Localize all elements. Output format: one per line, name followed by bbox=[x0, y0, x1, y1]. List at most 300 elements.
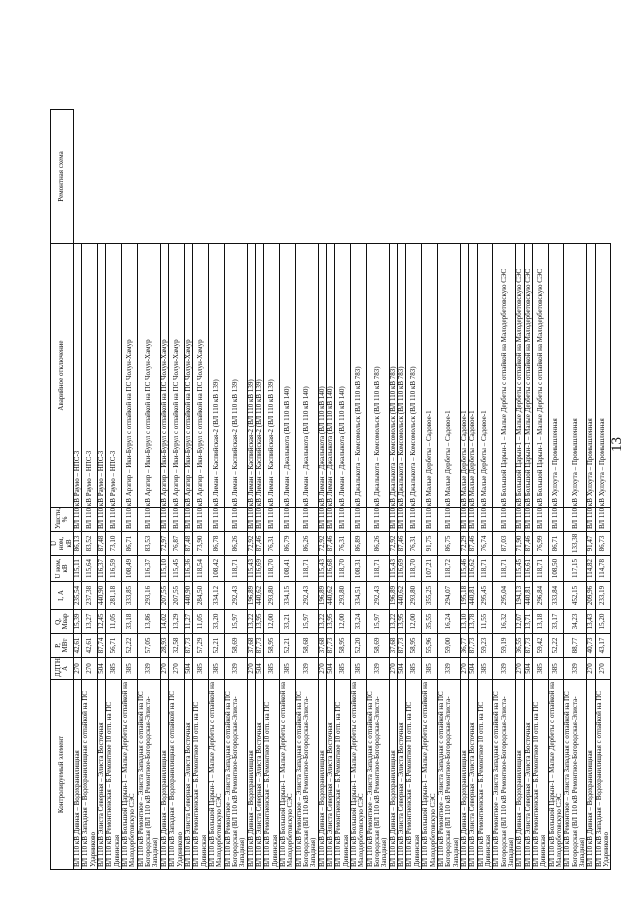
table-row bbox=[224, 110, 247, 870]
value-cell: 294,07 bbox=[437, 582, 460, 610]
value-cell: 115,11 bbox=[74, 556, 82, 582]
value-cell: 385 bbox=[477, 658, 493, 680]
value-cell: 52,21 bbox=[208, 634, 224, 658]
value-cell: 12,07 bbox=[516, 610, 524, 634]
value-cell: 15,20 bbox=[595, 610, 611, 634]
value-cell: 385 bbox=[264, 658, 280, 680]
value-cell: 385 bbox=[422, 658, 438, 680]
value-cell: 108,31 bbox=[351, 556, 367, 582]
value-cell: 86,71 bbox=[122, 532, 138, 556]
value-cell: 13,78 bbox=[469, 610, 477, 634]
value-cell: 293,80 bbox=[406, 582, 422, 610]
value-cell: 334,15 bbox=[279, 582, 295, 610]
value-cell: ВЛ 110 кВ Хулхута – Промышленная bbox=[595, 508, 611, 532]
table-row bbox=[422, 110, 438, 870]
value-cell: 32,58 bbox=[169, 634, 185, 658]
value-cell: 385 bbox=[532, 658, 548, 680]
value-cell: 36,55 bbox=[516, 634, 524, 658]
column-header: Р, МВт bbox=[51, 634, 74, 658]
value-cell: ВЛ 110 кВ Лиман – Джалыкота (ВЛ 110 кВ 140) bbox=[318, 508, 326, 532]
value-cell: 87,46 bbox=[398, 532, 406, 556]
value-cell: 86,78 bbox=[208, 532, 224, 556]
value-cell: 196,89 bbox=[247, 582, 255, 610]
value-cell: 118,71 bbox=[532, 556, 548, 582]
controlled-element-cell: ВЛ 110 кВ Большой Царын-1 – Малые Дербеты с отпайкой на Малодербетовскую СЭС bbox=[279, 680, 295, 870]
controlled-element-cell: ВЛ 110 кВ Ремонтное – Элиста Западная с отпайкой на ПС Богородская (ВЛ 110 кВ Ремонтное-Богородская-Элиста-Западная) bbox=[437, 680, 460, 870]
value-cell: 12,45 bbox=[98, 610, 106, 634]
value-cell: 58,95 bbox=[406, 634, 422, 658]
value-cell: 11,05 bbox=[106, 610, 122, 634]
value-cell: 440,90 bbox=[98, 582, 106, 610]
value-cell: 16,24 bbox=[437, 610, 460, 634]
value-cell: 55,96 bbox=[422, 634, 438, 658]
value-cell: ВЛ 110 кВ Раумо – НПС-3 bbox=[74, 508, 82, 532]
value-cell: 73,90 bbox=[193, 532, 209, 556]
rotated-sheet bbox=[50, 110, 611, 870]
value-cell: 114,82 bbox=[587, 556, 595, 582]
value-cell: 86,75 bbox=[437, 532, 460, 556]
controlled-element-cell: ВЛ 110 кВ Ремонтненская – Б.Ремонтное 10 отп. на ПС Дивинская bbox=[335, 680, 351, 870]
value-cell: 385 bbox=[548, 658, 564, 680]
value-cell: 86,26 bbox=[295, 532, 318, 556]
value-cell: 33,17 bbox=[548, 610, 564, 634]
value-cell: 15,97 bbox=[366, 610, 389, 634]
value-cell: 333,84 bbox=[548, 582, 564, 610]
value-cell: ВЛ 110 кВ Большой Царын-1 – Малые Дербеты с отпайкой на Малодербетовскую СЭС bbox=[516, 508, 524, 532]
value-cell: 37,68 bbox=[247, 634, 255, 658]
controlled-element-cell: ВЛ 110 кВ Ремонтное – Элиста Западная с отпайкой на ПС Богородская (ВЛ 110 кВ Ремонтное-Богородская-Элиста-Западная) bbox=[564, 680, 587, 870]
value-cell: 91,47 bbox=[587, 532, 595, 556]
value-cell: 339 bbox=[564, 658, 587, 680]
column-header: Ремонтная схема bbox=[51, 110, 74, 244]
value-cell: 116,61 bbox=[524, 556, 532, 582]
value-cell: ВЛ 110 кВ Малые Дербеты – Садовое-1 bbox=[437, 508, 460, 532]
value-cell: ВЛ 110 кВ Лиман – Джалыкота (ВЛ 110 кВ 140) bbox=[335, 508, 351, 532]
value-cell: 59,00 bbox=[437, 634, 460, 658]
value-cell: 13,71 bbox=[524, 610, 532, 634]
value-cell: 87,74 bbox=[98, 634, 106, 658]
value-cell: 72,92 bbox=[247, 532, 255, 556]
value-cell: 385 bbox=[335, 658, 351, 680]
value-cell: 115,43 bbox=[247, 556, 255, 582]
value-cell: 115,46 bbox=[460, 556, 468, 582]
value-cell: ВЛ 110 кВ Раумо – НПС-3 bbox=[98, 508, 106, 532]
value-cell: 334,51 bbox=[351, 582, 367, 610]
value-cell: 293,80 bbox=[335, 582, 351, 610]
value-cell: 235,54 bbox=[74, 582, 82, 610]
value-cell: 57,29 bbox=[193, 634, 209, 658]
value-cell: 440,62 bbox=[398, 582, 406, 610]
controlled-element-cell: ВЛ 110 кВ Большой Царын-1 – Малые Дербеты с отпайкой на Малодербетовскую СЭС bbox=[351, 680, 367, 870]
value-cell: 58,69 bbox=[224, 634, 247, 658]
value-cell: 87,73 bbox=[469, 634, 477, 658]
value-cell: 133,38 bbox=[564, 532, 587, 556]
table-row bbox=[122, 110, 138, 870]
value-cell: 118,72 bbox=[437, 556, 460, 582]
table-row bbox=[264, 110, 280, 870]
value-cell: 339 bbox=[224, 658, 247, 680]
value-cell: 385 bbox=[122, 658, 138, 680]
value-cell: 13,22 bbox=[318, 610, 326, 634]
value-cell: 333,85 bbox=[122, 582, 138, 610]
controlled-element-cell: ВЛ 110 кВ Ремонтное – Элиста Западная с отпайкой на ПС Богородская (ВЛ 110 кВ Ремонтное-Богородская-Элиста-Западная) bbox=[224, 680, 247, 870]
value-cell: 71,90 bbox=[516, 532, 524, 556]
value-cell: 334,12 bbox=[208, 582, 224, 610]
value-cell: 57,05 bbox=[137, 634, 160, 658]
value-cell: 15,39 bbox=[74, 610, 82, 634]
value-cell: 11,05 bbox=[193, 610, 209, 634]
value-cell: 233,19 bbox=[595, 582, 611, 610]
value-cell: 87,73 bbox=[524, 634, 532, 658]
value-cell: ВЛ 110 кВ Джалыкота – Комсомольск (ВЛ 110 кВ 783) bbox=[398, 508, 406, 532]
value-cell: ВЛ 110 кВ Хулхута – Промышленная bbox=[587, 508, 595, 532]
value-cell: 12,00 bbox=[335, 610, 351, 634]
value-cell: 36,77 bbox=[460, 634, 468, 658]
value-cell: 270 bbox=[160, 658, 168, 680]
value-cell: ВЛ 110 кВ Лиман – Джалыкота (ВЛ 110 кВ 140) bbox=[279, 508, 295, 532]
value-cell: 504 bbox=[327, 658, 335, 680]
value-cell: ВЛ 110 кВ Арзгир – Ики-Бурул с отпайкой на ПС Чолун-Хамур bbox=[169, 508, 185, 532]
value-cell: ВЛ 110 кВ Арзгир – Ики-Бурул с отпайкой на ПС Чолун-Хамур bbox=[184, 508, 192, 532]
value-cell: 504 bbox=[469, 658, 477, 680]
value-cell: 13,95 bbox=[255, 610, 263, 634]
controlled-element-cell: ВЛ 110 кВ Ремонтное – Элиста Западная с отпайкой на ПС Богородская (ВЛ 110 кВ Ремонтное-Богородская-Элиста-Западная) bbox=[137, 680, 160, 870]
value-cell: 440,90 bbox=[184, 582, 192, 610]
value-cell: 108,50 bbox=[548, 556, 564, 582]
value-cell: 281,18 bbox=[106, 582, 122, 610]
controlled-element-cell: ВЛ 110 кВ Дивная – Водохранилищная bbox=[318, 680, 326, 870]
value-cell: 37,68 bbox=[389, 634, 397, 658]
value-cell: 87,46 bbox=[255, 532, 263, 556]
table-row bbox=[493, 110, 516, 870]
value-cell: 116,69 bbox=[255, 556, 263, 582]
value-cell: ВЛ 110 кВ Большой Царын-1 – Малые Дербеты с отпайкой на Малодербетовскую СЭС bbox=[493, 508, 516, 532]
value-cell: 385 bbox=[208, 658, 224, 680]
table-row bbox=[351, 110, 367, 870]
controlled-element-cell: ВЛ 110 кВ Ремонтненская – Б.Ремонтное 10 отп. на ПС Дивинская bbox=[264, 680, 280, 870]
controlled-element-cell: ВЛ 110 кВ Элиста Северная – Элиста Восточная bbox=[184, 680, 192, 870]
value-cell: 118,70 bbox=[335, 556, 351, 582]
value-cell: 86,26 bbox=[224, 532, 247, 556]
table-row bbox=[82, 110, 98, 870]
value-cell: 86,26 bbox=[366, 532, 389, 556]
table-row bbox=[169, 110, 185, 870]
value-cell: 37,68 bbox=[318, 634, 326, 658]
value-cell: 295,04 bbox=[493, 582, 516, 610]
value-cell: 87,46 bbox=[524, 532, 532, 556]
value-cell: 207,55 bbox=[169, 582, 185, 610]
value-cell: 83,53 bbox=[137, 532, 160, 556]
value-cell: 355,25 bbox=[422, 582, 438, 610]
value-cell: 42,61 bbox=[82, 634, 98, 658]
column-header: Контролируемый элемент bbox=[51, 680, 74, 870]
value-cell: ВЛ 110 кВ Арзгир – Ики-Бурул с отпайкой на ПС Чолун-Хамур bbox=[160, 508, 168, 532]
value-cell: 13,43 bbox=[587, 610, 595, 634]
value-cell: 76,31 bbox=[335, 532, 351, 556]
value-cell: 72,92 bbox=[389, 532, 397, 556]
value-cell: 292,43 bbox=[224, 582, 247, 610]
value-cell: 237,38 bbox=[82, 582, 98, 610]
value-cell: 440,62 bbox=[255, 582, 263, 610]
value-cell: 118,70 bbox=[264, 556, 280, 582]
value-cell: 52,22 bbox=[548, 634, 564, 658]
controlled-element-cell: ВЛ 110 кВ Западная – Водохранилищная с отпайкой на ПС Ударниково bbox=[82, 680, 98, 870]
value-cell: 196,89 bbox=[318, 582, 326, 610]
value-cell: 452,15 bbox=[564, 582, 587, 610]
value-cell: 15,97 bbox=[224, 610, 247, 634]
value-cell: 108,42 bbox=[208, 556, 224, 582]
value-cell: 58,95 bbox=[335, 634, 351, 658]
value-cell: 33,21 bbox=[279, 610, 295, 634]
value-cell: 13,22 bbox=[389, 610, 397, 634]
controlled-element-cell: ВЛ 110 кВ Дивная – Водохранилищная bbox=[516, 680, 524, 870]
value-cell: 118,71 bbox=[477, 556, 493, 582]
value-cell: 14,02 bbox=[160, 610, 168, 634]
controlled-element-cell: ВЛ 110 кВ Большой Царын-1 – Малые Дербеты с отпайкой на Малодербетовскую СЭС bbox=[422, 680, 438, 870]
table-row bbox=[564, 110, 587, 870]
table-row bbox=[548, 110, 564, 870]
value-cell: ВЛ 110 кВ Раумо – НПС-3 bbox=[82, 508, 98, 532]
value-cell: 504 bbox=[255, 658, 263, 680]
controlled-element-cell: ВЛ 110 кВ Ремонтное – Элиста Западная с отпайкой на ПС Богородская (ВЛ 110 кВ Ремонтное-Богородская-Элиста-Западная) bbox=[366, 680, 389, 870]
table-row bbox=[477, 110, 493, 870]
value-cell: ВЛ 110 кВ Малые Дербеты – Садовое-1 bbox=[460, 508, 468, 532]
value-cell: ВЛ 110 кВ Малые Дербеты – Садовое-1 bbox=[469, 508, 477, 532]
table-row bbox=[137, 110, 160, 870]
value-cell: ВЛ 110 кВ Хулхута – Промышленная bbox=[548, 508, 564, 532]
value-cell: 83,52 bbox=[82, 532, 98, 556]
value-cell: 440,62 bbox=[327, 582, 335, 610]
value-cell: 91,75 bbox=[422, 532, 438, 556]
value-cell: 116,69 bbox=[398, 556, 406, 582]
table-row bbox=[587, 110, 595, 870]
table-row bbox=[279, 110, 295, 870]
value-cell: 504 bbox=[398, 658, 406, 680]
value-cell: 385 bbox=[279, 658, 295, 680]
column-header: U ном, кВ bbox=[51, 556, 74, 582]
value-cell: 292,43 bbox=[366, 582, 389, 610]
value-cell: 115,43 bbox=[389, 556, 397, 582]
value-cell: 12,00 bbox=[406, 610, 422, 634]
value-cell: ВЛ 110 кВ Раумо – НПС-3 bbox=[106, 508, 122, 532]
value-cell: 115,45 bbox=[169, 556, 185, 582]
value-cell: 33,20 bbox=[208, 610, 224, 634]
value-cell: 13,29 bbox=[169, 610, 185, 634]
value-cell: ВЛ 110 кВ Арзгир – Ики-Бурул с отпайкой на ПС Чолун-Хамур bbox=[193, 508, 209, 532]
value-cell: 295,45 bbox=[477, 582, 493, 610]
controlled-element-cell: ВЛ 110 кВ Западная – Водохранилищная с отпайкой на ПС Ударниково bbox=[595, 680, 611, 870]
value-cell: 13,95 bbox=[398, 610, 406, 634]
value-cell: ВЛ 110 кВ Арзгир – Ики-Бурул с отпайкой на ПС Чолун-Хамур bbox=[122, 508, 138, 532]
value-cell: ВЛ 110 кВ Большой Царын-1 – Малые Дербеты с отпайкой на Малодербетовскую СЭС bbox=[532, 508, 548, 532]
value-cell: 339 bbox=[295, 658, 318, 680]
value-cell: 87,73 bbox=[255, 634, 263, 658]
column-header: Аварийное отключение bbox=[51, 244, 74, 508]
value-cell: 116,37 bbox=[98, 556, 106, 582]
controlled-element-cell: ВЛ 110 кВ Большой Царын-1 – Малые Дербеты с отпайкой на Малодербетовскую СЭС bbox=[208, 680, 224, 870]
value-cell: 292,43 bbox=[295, 582, 318, 610]
page-number: 13 bbox=[609, 437, 625, 452]
rotated-table-frame bbox=[50, 110, 611, 870]
table-row bbox=[437, 110, 460, 870]
value-cell: 87,46 bbox=[469, 532, 477, 556]
value-cell: ВЛ 110 кВ Малые Дербеты – Садовое-1 bbox=[422, 508, 438, 532]
table-row bbox=[595, 110, 611, 870]
value-cell: 40,73 bbox=[587, 634, 595, 658]
value-cell: 87,73 bbox=[327, 634, 335, 658]
value-cell: 33,18 bbox=[122, 610, 138, 634]
controlled-element-cell: ВЛ 110 кВ Ремонтненская – Б.Ремонтное 10 отп. на ПС Дивинская bbox=[532, 680, 548, 870]
value-cell: 108,49 bbox=[122, 556, 138, 582]
value-cell: 270 bbox=[460, 658, 468, 680]
column-header: Ушстн, % bbox=[51, 508, 74, 532]
controlled-element-cell: ВЛ 110 кВ Ремонтненская – Б.Ремонтное 10 отп. на ПС Дивинская bbox=[106, 680, 122, 870]
value-cell: 270 bbox=[595, 658, 611, 680]
value-cell: 13,22 bbox=[247, 610, 255, 634]
table-row bbox=[208, 110, 224, 870]
value-cell: 76,87 bbox=[169, 532, 185, 556]
value-cell: 59,42 bbox=[532, 634, 548, 658]
controlled-element-cell: ВЛ 110 кВ Дивная – Водохранилищная bbox=[74, 680, 82, 870]
value-cell: 34,23 bbox=[564, 610, 587, 634]
value-cell: 118,71 bbox=[493, 556, 516, 582]
value-cell: 270 bbox=[82, 658, 98, 680]
value-cell: 11,55 bbox=[477, 610, 493, 634]
column-header: I, А bbox=[51, 582, 74, 610]
value-cell: 76,99 bbox=[532, 532, 548, 556]
controlled-element-cell: ВЛ 110 кВ Дивная – Водохранилищная bbox=[587, 680, 595, 870]
table-row bbox=[406, 110, 422, 870]
controlled-element-cell: ВЛ 110 кВ Дивная – Водохранилищная bbox=[389, 680, 397, 870]
value-cell: 270 bbox=[587, 658, 595, 680]
value-cell: 114,78 bbox=[595, 556, 611, 582]
value-cell: 12,00 bbox=[264, 610, 280, 634]
controlled-element-cell: ВЛ 110 кВ Дивная – Водохранилищная bbox=[460, 680, 468, 870]
value-cell: 116,68 bbox=[327, 556, 335, 582]
value-cell: ВЛ 110 кВ Малые Дербеты – Садовое-1 bbox=[477, 508, 493, 532]
value-cell: 108,41 bbox=[279, 556, 295, 582]
value-cell: ВЛ 110 кВ Арзгир – Ики-Бурул с отпайкой на ПС Чолун-Хамур bbox=[137, 508, 160, 532]
value-cell: 76,74 bbox=[477, 532, 493, 556]
value-cell: 339 bbox=[437, 658, 460, 680]
value-cell: 284,50 bbox=[193, 582, 209, 610]
value-cell: ВЛ 110 кВ Джалыкота – Комсомольск (ВЛ 110 кВ 783) bbox=[351, 508, 367, 532]
controlled-element-cell: ВЛ 110 кВ Дивная – Водохранилищная bbox=[160, 680, 168, 870]
value-cell: 115,10 bbox=[160, 556, 168, 582]
value-cell: 28,93 bbox=[160, 634, 168, 658]
value-cell: 87,73 bbox=[398, 634, 406, 658]
table-header-row bbox=[51, 110, 74, 870]
value-cell: 385 bbox=[193, 658, 209, 680]
value-cell: 72,29 bbox=[460, 532, 468, 556]
value-cell: 87,73 bbox=[184, 634, 192, 658]
value-cell: 15,97 bbox=[295, 610, 318, 634]
value-cell: 52,21 bbox=[279, 634, 295, 658]
value-cell: 385 bbox=[351, 658, 367, 680]
value-cell: 52,22 bbox=[122, 634, 138, 658]
table-row bbox=[469, 110, 477, 870]
value-cell: 207,55 bbox=[160, 582, 168, 610]
value-cell: 86,71 bbox=[548, 532, 564, 556]
controlled-element-cell: ВЛ 110 кВ Элиста Северная – Элиста Восточная bbox=[327, 680, 335, 870]
value-cell: 58,69 bbox=[366, 634, 389, 658]
value-cell: 293,80 bbox=[264, 582, 280, 610]
table-body bbox=[74, 110, 611, 870]
value-cell: 293,16 bbox=[137, 582, 160, 610]
value-cell: 196,89 bbox=[389, 582, 397, 610]
value-cell: 86,13 bbox=[74, 532, 82, 556]
value-cell: 270 bbox=[516, 658, 524, 680]
value-cell: 86,73 bbox=[595, 532, 611, 556]
value-cell: 440,81 bbox=[469, 582, 477, 610]
value-cell: 59,19 bbox=[493, 634, 516, 658]
contingency-table bbox=[50, 109, 611, 870]
table-row bbox=[193, 110, 209, 870]
value-cell: ВЛ 110 кВ Большой Царын-1 – Малые Дербеты с отпайкой на Малодербетовскую СЭС bbox=[524, 508, 532, 532]
table-row bbox=[106, 110, 122, 870]
value-cell: 118,71 bbox=[224, 556, 247, 582]
value-cell: 270 bbox=[318, 658, 326, 680]
value-cell: 35,55 bbox=[422, 610, 438, 634]
value-cell: ВЛ 110 кВ Лиман – Каспийская-2 (ВЛ 110 кВ 139) bbox=[208, 508, 224, 532]
value-cell: 116,59 bbox=[106, 556, 122, 582]
controlled-element-cell: ВЛ 110 кВ Ремонтное – Элиста Западная с отпайкой на ПС Богородская (ВЛ 110 кВ Ремонтное-Богородская-Элиста-Западная) bbox=[493, 680, 516, 870]
value-cell: 87,48 bbox=[98, 532, 106, 556]
value-cell: 73,10 bbox=[106, 532, 122, 556]
value-cell: 16,32 bbox=[493, 610, 516, 634]
value-cell: 86,79 bbox=[279, 532, 295, 556]
value-cell: ВЛ 110 кВ Лиман – Каспийская-2 (ВЛ 110 кВ 139) bbox=[247, 508, 255, 532]
value-cell: ВЛ 110 кВ Джалыкота – Комсомольск (ВЛ 110 кВ 783) bbox=[366, 508, 389, 532]
value-cell: 195,18 bbox=[460, 582, 468, 610]
value-cell: 115,64 bbox=[82, 556, 98, 582]
value-cell: 13,95 bbox=[327, 610, 335, 634]
value-cell: ВЛ 110 кВ Джалыкота – Комсомольск (ВЛ 110 кВ 783) bbox=[406, 508, 422, 532]
value-cell: ВЛ 110 кВ Лиман – Каспийская-2 (ВЛ 110 кВ 139) bbox=[224, 508, 247, 532]
value-cell: 42,61 bbox=[74, 634, 82, 658]
value-cell: 194,13 bbox=[516, 582, 524, 610]
value-cell: 116,36 bbox=[184, 556, 192, 582]
table-row bbox=[516, 110, 524, 870]
table-row bbox=[532, 110, 548, 870]
controlled-element-cell: ВЛ 110 кВ Дивная – Водохранилищная bbox=[247, 680, 255, 870]
column-header: U ном, кВ bbox=[51, 532, 74, 556]
table-row bbox=[366, 110, 389, 870]
controlled-element-cell: ВЛ 110 кВ Элиста Северная – Элиста Восточная bbox=[524, 680, 532, 870]
controlled-element-cell: ВЛ 110 кВ Элиста Северная – Элиста Восточная bbox=[398, 680, 406, 870]
value-cell: 118,71 bbox=[366, 556, 389, 582]
value-cell: 339 bbox=[366, 658, 389, 680]
value-cell: 33,24 bbox=[351, 610, 367, 634]
value-cell: 270 bbox=[74, 658, 82, 680]
controlled-element-cell: ВЛ 110 кВ Ремонтненская – Б.Ремонтное 10 отп. на ПС Дивинская bbox=[406, 680, 422, 870]
value-cell: 270 bbox=[169, 658, 185, 680]
value-cell: 296,84 bbox=[532, 582, 548, 610]
value-cell: 72,97 bbox=[160, 532, 168, 556]
value-cell: 116,37 bbox=[137, 556, 160, 582]
value-cell: 43,17 bbox=[595, 634, 611, 658]
value-cell: 58,95 bbox=[264, 634, 280, 658]
value-cell: 118,54 bbox=[193, 556, 209, 582]
value-cell: 86,89 bbox=[351, 532, 367, 556]
value-cell: 116,62 bbox=[469, 556, 477, 582]
value-cell: 339 bbox=[493, 658, 516, 680]
controlled-element-cell: ВЛ 110 кВ Элиста Северная – Элиста Восточная bbox=[255, 680, 263, 870]
value-cell: 270 bbox=[247, 658, 255, 680]
value-cell: ВЛ 110 кВ Лиман – Каспийская-2 (ВЛ 110 кВ 139) bbox=[264, 508, 280, 532]
value-cell: 87,48 bbox=[184, 532, 192, 556]
value-cell: 88,77 bbox=[564, 634, 587, 658]
